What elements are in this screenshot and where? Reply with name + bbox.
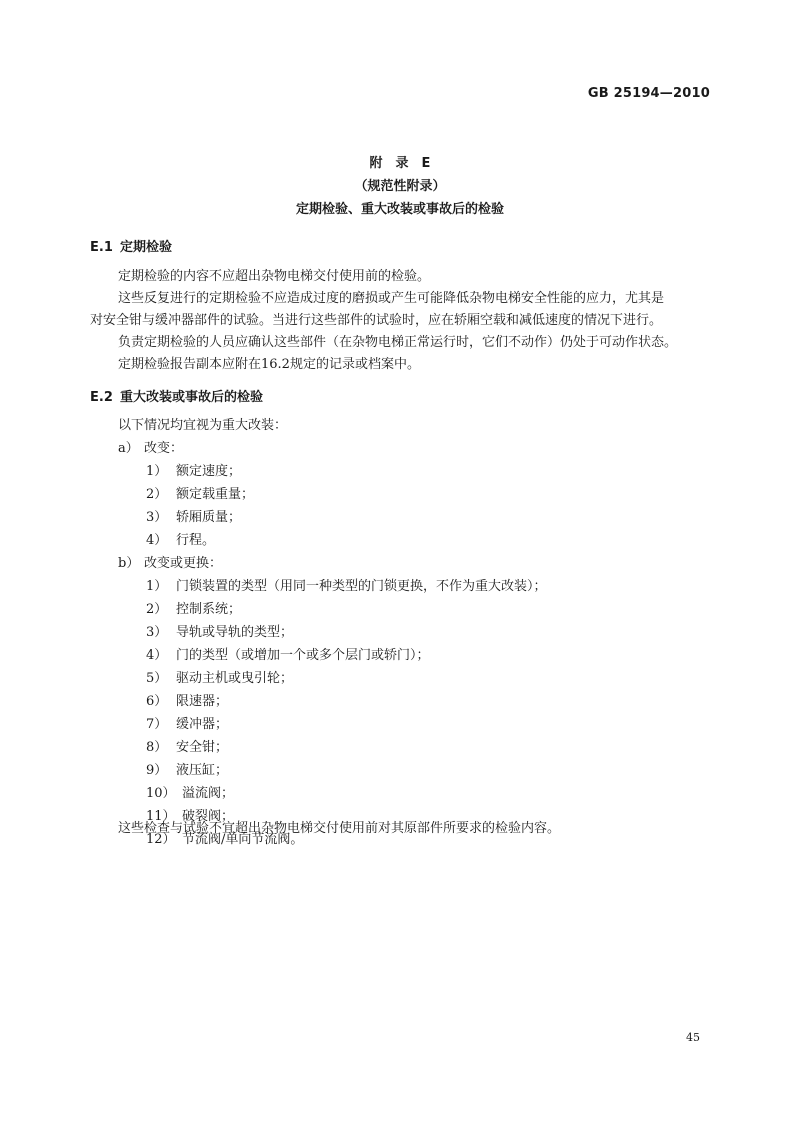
item-text: 行程。 — [176, 533, 216, 548]
item-number: 3） — [146, 625, 168, 640]
item-text: 轿厢质量； — [176, 510, 242, 525]
item-text: 破裂阀； — [182, 809, 235, 824]
item-number: 1） — [146, 464, 168, 479]
list-label: a） — [118, 441, 139, 456]
paragraph: 定期检验的内容不应超出杂物电梯交付使用前的检验。 — [118, 269, 431, 284]
paragraph: 负责定期检验的人员应确认这些部件（在杂物电梯正常运行时，它们不动作）仍处于可动作状态。 — [118, 335, 678, 350]
annex-type: （规范性附录） — [354, 179, 446, 194]
section-e1-title: 定期检验 — [120, 240, 173, 255]
standard-code: GB 25194—2010 — [587, 86, 710, 101]
list-text: 改变： — [144, 441, 184, 456]
list-group-b — [118, 552, 222, 575]
group-a-items — [146, 460, 254, 552]
annex-heading — [0, 152, 800, 221]
list-group-a — [118, 437, 287, 460]
list-item — [146, 667, 547, 690]
list-item — [146, 575, 547, 598]
section-e1-body — [90, 266, 720, 376]
paragraph: 这些反复进行的定期检验不应造成过度的磨损或产生可能降低杂物电梯安全性能的应力，尤其是 — [118, 291, 665, 306]
item-text: 门锁装置的类型（用同一种类型的门锁更换，不作为重大改装）； — [176, 579, 547, 594]
paragraph: 定期检验报告副本应附在16.2规定的记录或档案中。 — [118, 357, 420, 372]
item-text: 驱动主机或曳引轮； — [176, 671, 294, 686]
item-text: 安全钳； — [176, 740, 229, 755]
item-text: 门的类型（或增加一个或多个层门或轿门）； — [176, 648, 430, 663]
section-e2-intro-block — [118, 414, 287, 460]
item-number: 10） — [146, 786, 176, 801]
item-text: 导轨或导轨的类型； — [176, 625, 294, 640]
item-number: 12） — [146, 832, 176, 847]
list-item — [146, 598, 547, 621]
item-number: 11） — [146, 809, 176, 824]
page-number: 45 — [686, 1031, 700, 1044]
item-number: 7） — [146, 717, 168, 732]
item-number: 2） — [146, 487, 168, 502]
item-text: 缓冲器； — [176, 717, 229, 732]
list-item — [146, 713, 547, 736]
paragraph: 对安全钳与缓冲器部件的试验。当进行这些部件的试验时，应在轿厢空载和减低速度的情况下进行。 — [90, 313, 663, 328]
list-item — [146, 506, 254, 529]
section-e2-closing: 这些检查与试验不宜超出杂物电梯交付使用前对其原部件所要求的检验内容。 — [118, 821, 561, 836]
item-number: 3） — [146, 510, 168, 525]
list-item — [146, 736, 547, 759]
list-item — [146, 483, 254, 506]
list-item — [146, 621, 547, 644]
item-text: 额定速度； — [176, 464, 242, 479]
section-e2-number: E.2 — [90, 390, 113, 405]
annex-name: 定期检验、重大改装或事故后的检验 — [295, 202, 504, 217]
list-item — [146, 460, 254, 483]
group-b-items — [146, 575, 547, 851]
list-item — [146, 690, 547, 713]
group-b-heading — [118, 552, 222, 575]
section-e2-closing-block — [118, 817, 560, 840]
item-text: 额定载重量； — [176, 487, 255, 502]
section-e2-title: 重大改装或事故后的检验 — [120, 390, 264, 405]
list-item — [146, 644, 547, 667]
annex-title: 附 录 E — [369, 156, 431, 171]
item-number: 8） — [146, 740, 168, 755]
list-item — [146, 529, 254, 552]
item-number: 1） — [146, 579, 168, 594]
list-text: 改变或更换： — [144, 556, 223, 571]
item-text: 节流阀/单向节流阀。 — [182, 832, 304, 847]
item-text: 限速器； — [176, 694, 229, 709]
item-text: 液压缸； — [176, 763, 229, 778]
item-number: 9） — [146, 763, 168, 778]
list-label: b） — [118, 556, 140, 571]
item-number: 5） — [146, 671, 168, 686]
item-number: 2） — [146, 602, 168, 617]
section-e1-heading — [90, 236, 172, 255]
item-text: 控制系统； — [176, 602, 242, 617]
section-e1-number: E.1 — [90, 240, 113, 255]
item-number: 6） — [146, 694, 168, 709]
section-e2-intro: 以下情况均宜视为重大改装： — [118, 418, 288, 433]
list-item — [146, 782, 547, 805]
item-text: 溢流阀； — [182, 786, 235, 801]
item-number: 4） — [146, 648, 168, 663]
list-item — [146, 759, 547, 782]
item-number: 4） — [146, 533, 168, 548]
section-e2-heading — [90, 386, 263, 405]
